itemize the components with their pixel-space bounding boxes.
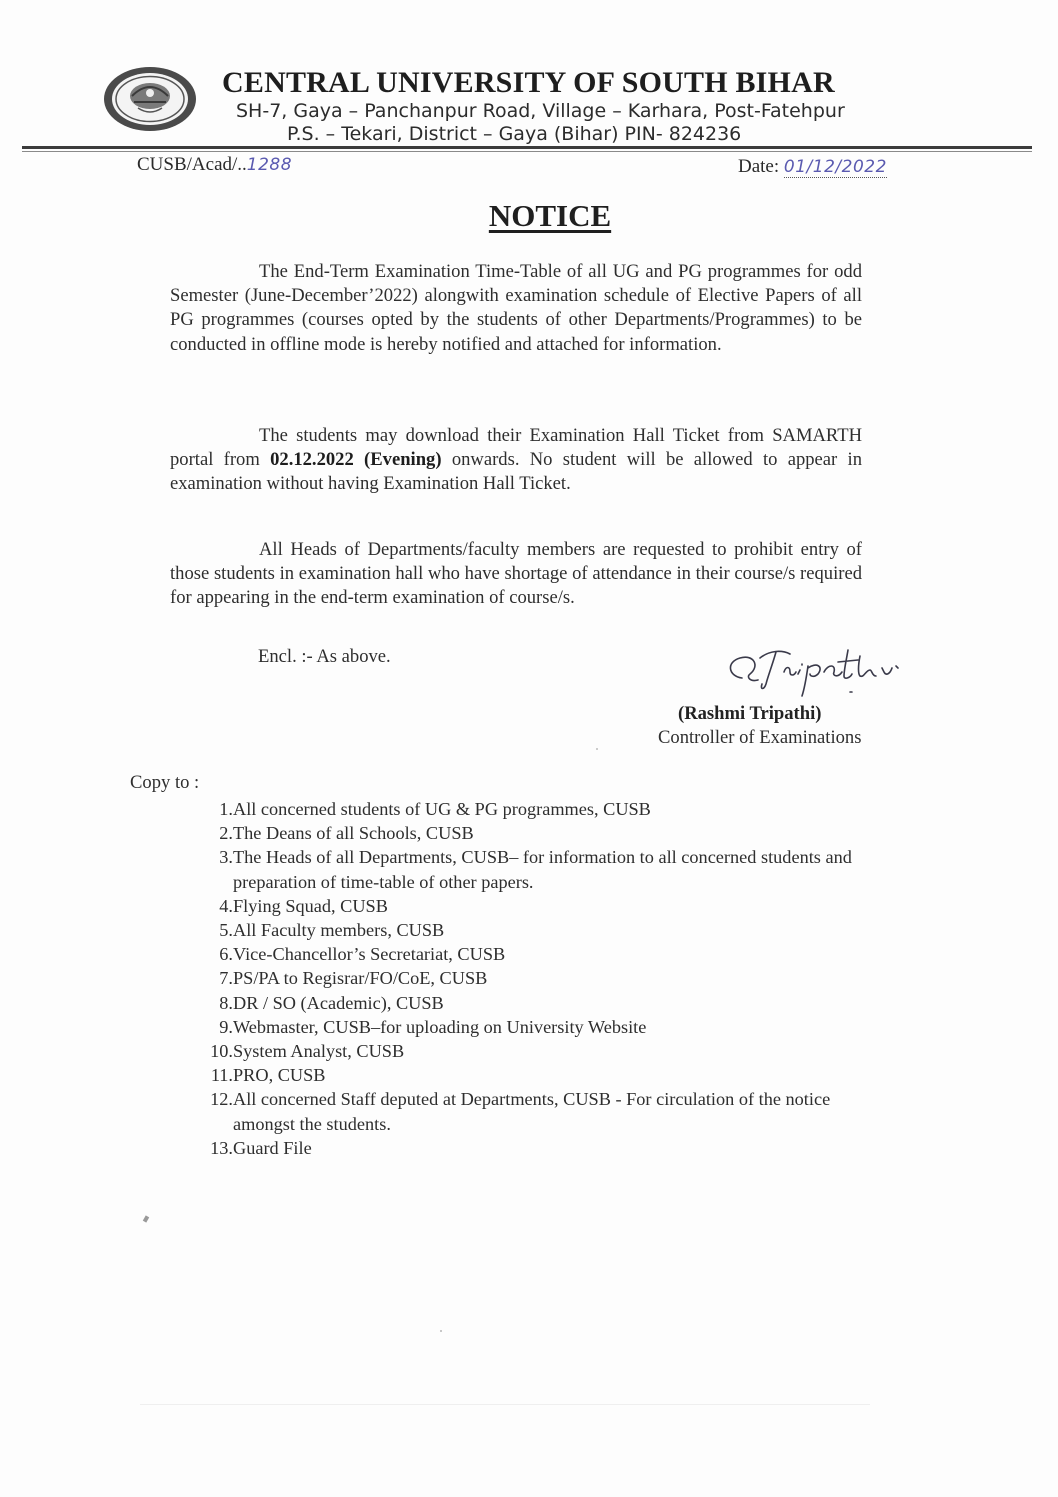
list-item-text: DR / SO (Academic), CUSB xyxy=(233,992,444,1013)
list-item-text: Vice-Chancellor’s Secretariat, CUSB xyxy=(233,944,506,965)
list-item xyxy=(198,966,878,990)
list-item xyxy=(198,918,878,942)
list-item-number: 10. xyxy=(210,1041,233,1062)
list-item-number: 1. xyxy=(219,799,233,819)
list-item xyxy=(198,942,878,966)
list-item xyxy=(198,991,878,1015)
paragraph-2-text-start: The students may download their Examination Hall Ticket from SAMARTH portal from xyxy=(170,425,862,471)
handwritten-signature-icon xyxy=(720,636,920,700)
list-item xyxy=(198,1015,878,1039)
address-line-2: P.S. – Tekari, District – Gaya (Bihar) PIN- 824236 xyxy=(287,123,742,145)
copy-to-list xyxy=(198,797,878,1160)
list-item xyxy=(198,821,878,845)
paragraph-2-text-end: onwards. No student will be allowed to appear in examination without having Examination Hall Ticket. xyxy=(170,449,862,495)
letterhead-divider xyxy=(22,146,1032,149)
date-label: Date: xyxy=(738,156,784,177)
list-item-number: 13. xyxy=(210,1137,233,1158)
signatory-name: (Rashmi Tripathi) xyxy=(678,703,822,724)
scan-artifact-line xyxy=(140,1404,870,1405)
list-item xyxy=(198,797,878,821)
list-item-text: Webmaster, CUSB–for uploading on University Website xyxy=(233,1016,647,1037)
list-item-number: 8. xyxy=(219,992,233,1013)
university-name: CENTRAL UNIVERSITY OF SOUTH BIHAR xyxy=(222,66,835,99)
scan-speck xyxy=(596,748,598,750)
notice-date xyxy=(738,156,887,178)
list-item-number: 11. xyxy=(210,1065,233,1086)
reference-number xyxy=(137,154,292,176)
university-seal-icon xyxy=(102,66,198,132)
notice-paragraph-1: The End-Term Examination Time-Table of all UG and PG programmes for odd Semester (June-December’2022) alongwith examination schedule of Elective Papers of all PG programmes (courses opted by the students of other Departments/Programmes) to be conducted in offline mode is hereby notified and attached for information. xyxy=(170,261,862,355)
list-item-number: 7. xyxy=(219,968,233,989)
list-item-text: System Analyst, CUSB xyxy=(233,1041,405,1062)
list-item-text: PS/PA to Regisrar/FO/CoE, CUSB xyxy=(233,968,488,989)
list-item-text: All Faculty members, CUSB xyxy=(233,920,445,941)
list-item xyxy=(198,894,878,918)
list-item-text: All concerned Staff deputed at Departments, CUSB - For circulation of the notice amongst the students. xyxy=(233,1089,831,1134)
list-item xyxy=(198,1087,878,1135)
list-item-text: All concerned students of UG & PG programmes, CUSB xyxy=(233,799,651,819)
list-item-text: Flying Squad, CUSB xyxy=(233,895,388,916)
list-item-text: The Heads of all Departments, CUSB– for information to all concerned students and preparation of time-table of other papers. xyxy=(233,847,852,892)
reference-prefix: CUSB/Acad/.. xyxy=(137,154,247,175)
notice-paragraph-2 xyxy=(170,424,862,497)
list-item-number: 6. xyxy=(219,944,233,965)
list-item-number: 3. xyxy=(219,847,233,868)
list-item-number: 12. xyxy=(210,1089,233,1110)
notice-title: NOTICE xyxy=(488,198,612,233)
reference-handwritten-number: 1288 xyxy=(246,155,293,175)
list-item-text: PRO, CUSB xyxy=(233,1065,326,1086)
list-item xyxy=(198,845,878,893)
copy-to-label: Copy to : xyxy=(130,772,200,793)
list-item xyxy=(198,1063,878,1087)
hall-ticket-date: 02.12.2022 (Evening) xyxy=(270,449,442,471)
list-item xyxy=(198,1136,878,1160)
list-item-number: 4. xyxy=(219,895,233,916)
address-line-1: SH-7, Gaya – Panchanpur Road, Village – Karhara, Post-Fatehpur xyxy=(236,100,845,122)
list-item-number: 5. xyxy=(219,920,233,941)
list-item-number: 9. xyxy=(219,1016,233,1037)
enclosure-note: Encl. :- As above. xyxy=(258,646,391,667)
list-item xyxy=(198,1039,878,1063)
list-item-number: 2. xyxy=(219,823,233,844)
scan-speck xyxy=(440,1330,442,1332)
notice-paragraph-3: All Heads of Departments/faculty members are requested to prohibit entry of those students in examination hall who have shortage of attendance in their course/s required for appearing in the end-term examination of course/s. xyxy=(170,539,862,609)
list-item-text: Guard File xyxy=(233,1137,312,1158)
list-item-text: The Deans of all Schools, CUSB xyxy=(233,823,474,844)
signatory-designation: Controller of Examinations xyxy=(658,727,862,748)
scan-mark xyxy=(143,1215,149,1222)
date-handwritten-value: 01/12/2022 xyxy=(783,157,887,177)
letterhead-divider-thin xyxy=(22,151,1032,152)
